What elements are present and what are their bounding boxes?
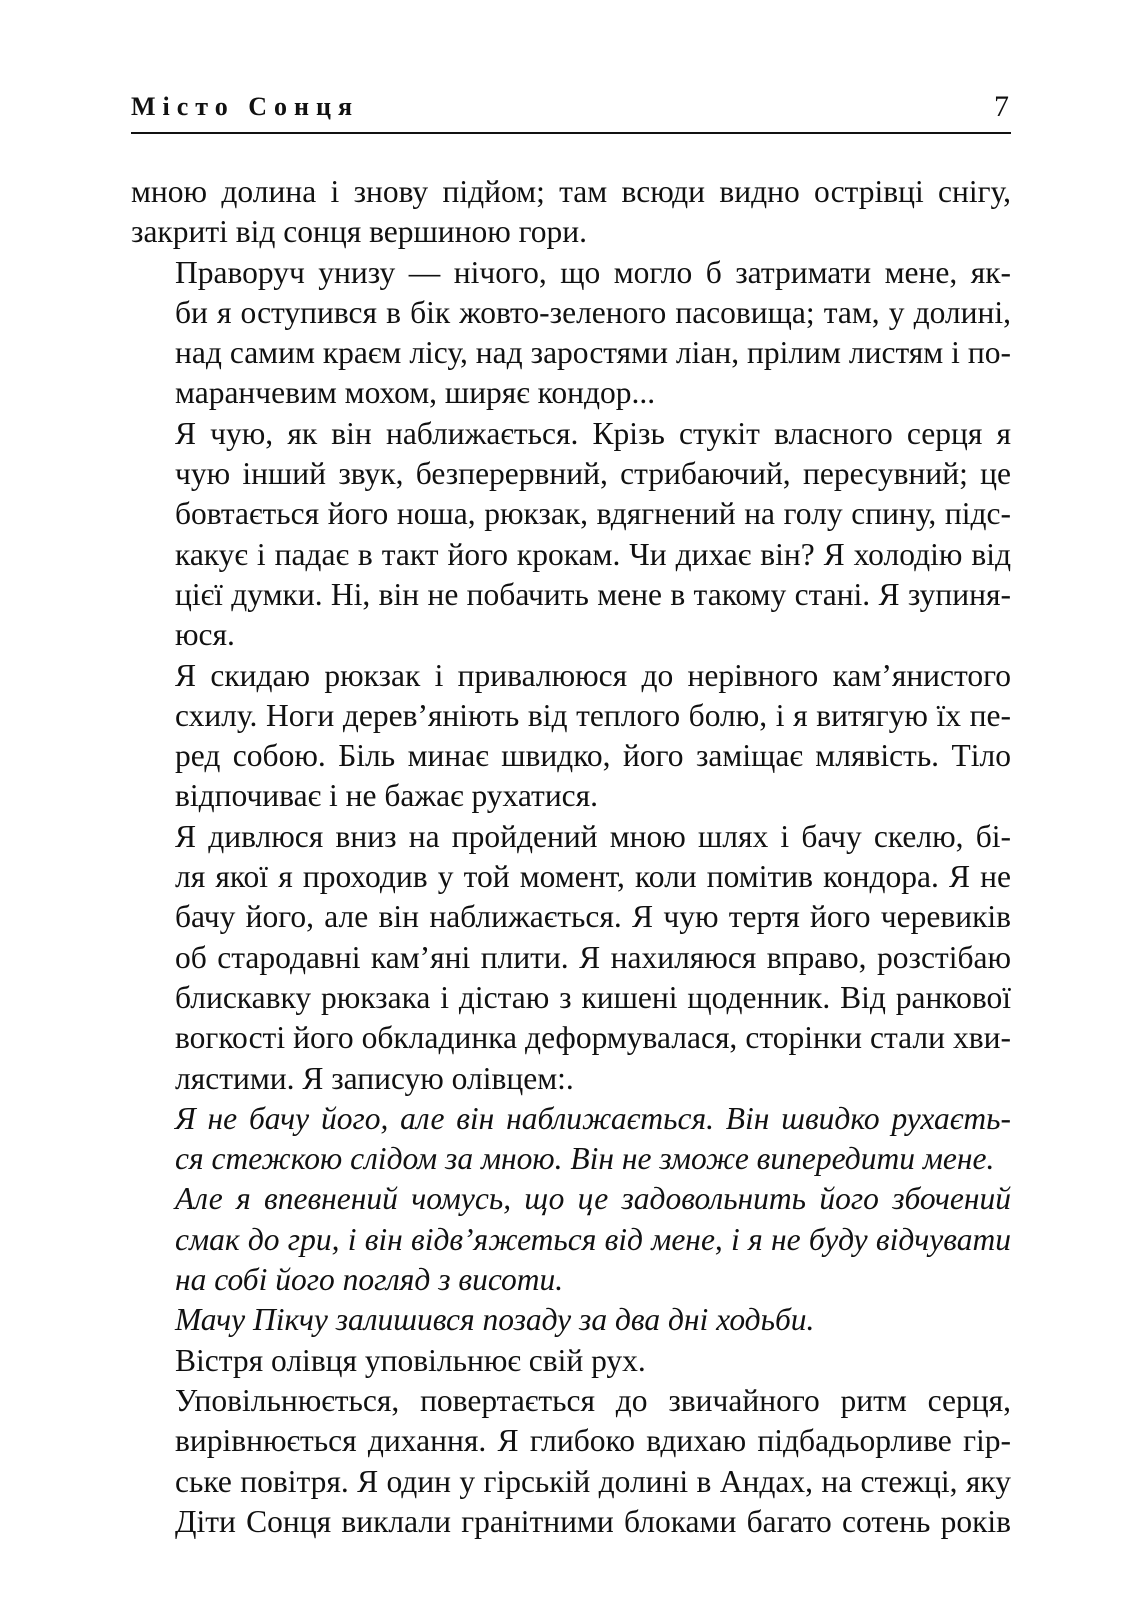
paragraph bbox=[131, 253, 1011, 414]
text-line: над самим краєм лісу, над заростями ліан, прілим листям і по- bbox=[175, 335, 1011, 371]
paragraph bbox=[131, 414, 1011, 656]
text-line: вогкості його обкладинка деформувалася, сторінки стали хви- bbox=[175, 1020, 1011, 1056]
text-line: Але я впевнений чомусь, що це задовольнить його збочений bbox=[175, 1181, 1011, 1217]
text-line: ське повітря. Я один у гірській долині в Андах, на стежці, яку bbox=[175, 1463, 1011, 1499]
paragraph bbox=[131, 1179, 1011, 1300]
text-line: юся. bbox=[175, 617, 235, 653]
text-line: чую інший звук, безперервний, стрибаючий, пересувний; це bbox=[175, 456, 1011, 492]
text-line: ся стежкою слідом за мною. Він не зможе випередити мене. bbox=[175, 1141, 995, 1177]
text-line: Мачу Пікчу залишився позаду за два дні ходьби. bbox=[175, 1302, 815, 1338]
paragraph bbox=[131, 1300, 1011, 1340]
text-line: об стародавні кам’яні плити. Я нахиляюся вправо, розстібаю bbox=[175, 939, 1011, 975]
text-line: схилу. Ноги дерев’яніють від теплого болю, і я витягую їх пе- bbox=[175, 697, 1011, 733]
text-line: Вістря олівця уповільнює свій рух. bbox=[175, 1342, 646, 1378]
paragraph bbox=[131, 1381, 1011, 1542]
body-text bbox=[131, 172, 1011, 1542]
text-line: Я скидаю рюкзак і привалююся до нерівного кам’янистого bbox=[175, 657, 1011, 693]
text-line: лястими. Я записую олівцем:. bbox=[175, 1060, 574, 1096]
paragraph bbox=[131, 1099, 1011, 1180]
text-line: бовтається його ноша, рюкзак, вдягнений на голу спину, підс- bbox=[175, 496, 1011, 532]
paragraph bbox=[131, 172, 1011, 253]
text-line: на собі його погляд з висоти. bbox=[175, 1262, 564, 1298]
paragraph bbox=[131, 656, 1011, 817]
text-line: маранчевим мохом, ширяє кондор... bbox=[175, 375, 656, 411]
text-line: Діти Сонця виклали гранітними блоками багато сотень років bbox=[175, 1503, 1011, 1539]
page-number: 7 bbox=[994, 90, 1009, 123]
text-line: блискавку рюкзака і дістаю з кишені щоденник. Від ранкової bbox=[175, 979, 1011, 1015]
text-line: вирівнюється дихання. Я глибоко вдихаю підбадьорливе гір- bbox=[175, 1423, 1011, 1459]
text-line: Я не бачу його, але він наближається. Він швидко рухаєть- bbox=[175, 1100, 1011, 1136]
text-line: відпочиває і не бажає рухатися. bbox=[175, 778, 599, 814]
running-title: Місто Сонця bbox=[131, 92, 360, 121]
text-line: ля якої я проходив у той момент, коли помітив кондора. Я не bbox=[175, 859, 1011, 895]
text-line: Праворуч унизу — нічого, що могло б затримати мене, як- bbox=[175, 254, 1011, 290]
book-page bbox=[131, 86, 1011, 1542]
text-line: би я оступився в бік жовто-зеленого пасовища; там, у долині, bbox=[175, 294, 1011, 330]
paragraph bbox=[131, 1341, 1011, 1381]
text-line: мною долина і знову підйом; там всюди видно острівці снігу, bbox=[131, 174, 1011, 209]
running-header bbox=[131, 86, 1011, 134]
text-line: ред собою. Біль минає швидко, його заміщає млявість. Тіло bbox=[175, 738, 1011, 774]
text-line: Уповільнюється, повертається до звичайного ритм серця, bbox=[175, 1382, 1011, 1418]
text-line: смак до гри, і він відв’яжеться від мене, і я не буду відчувати bbox=[175, 1221, 1011, 1257]
text-line: какує і падає в такт його крокам. Чи дихає він? Я холодію від bbox=[175, 536, 1011, 572]
paragraph bbox=[131, 817, 1011, 1099]
text-line: Я дивлюся вниз на пройдений мною шлях і бачу скелю, бі- bbox=[175, 818, 1011, 854]
text-line: цієї думки. Ні, він не побачить мене в такому стані. Я зупиня- bbox=[175, 576, 1011, 612]
text-line: Я чую, як він наближається. Крізь стукіт власного серця я bbox=[175, 415, 1011, 451]
text-line: бачу його, але він наближається. Я чую тертя його черевиків bbox=[175, 899, 1011, 935]
text-line: закриті від сонця вершиною гори. bbox=[131, 214, 587, 250]
